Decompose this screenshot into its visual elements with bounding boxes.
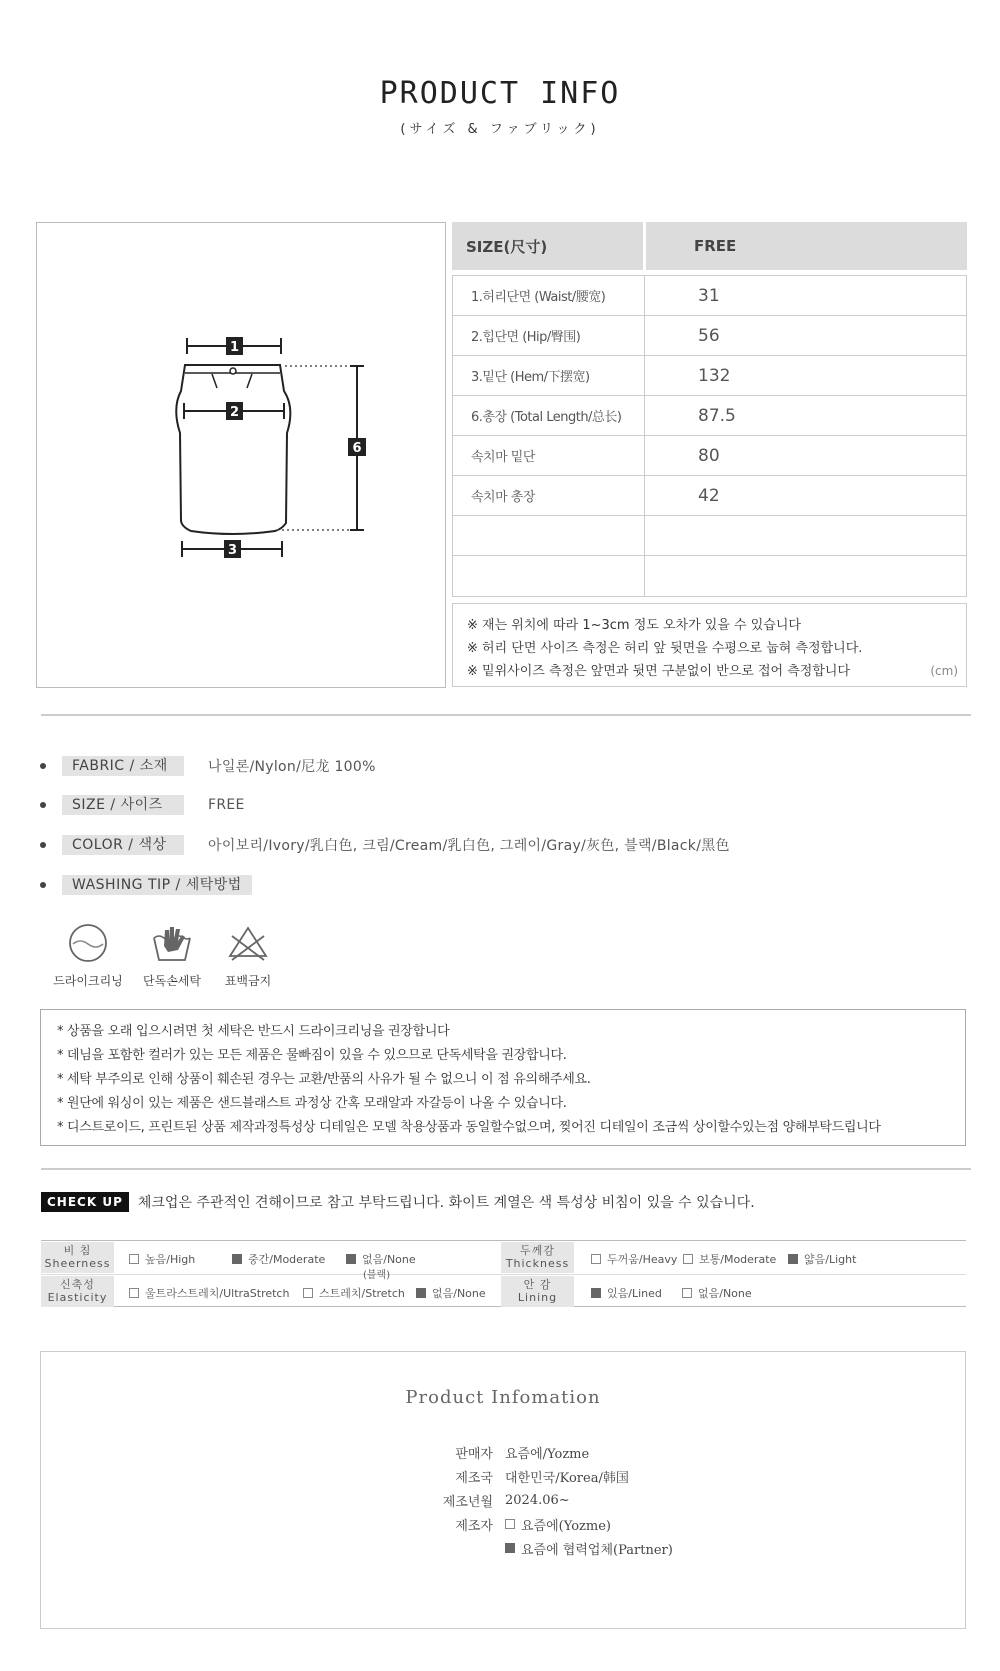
- care-note: * 데님을 포함한 컬러가 있는 모든 제품은 물빠짐이 있을 수 있으므로 단독세탁을 권장합니다.: [57, 1048, 567, 1063]
- table-row: [453, 436, 966, 476]
- wash-item-dry-clean: [48, 922, 128, 989]
- header-kr: 신축성: [60, 1278, 95, 1291]
- no-bleach-icon: [226, 922, 270, 964]
- checkbox-checked[interactable]: [591, 1288, 601, 1298]
- spec-washing: [40, 874, 252, 896]
- sheerness-option-high[interactable]: [129, 1251, 195, 1267]
- row-value: [645, 516, 966, 555]
- checkbox[interactable]: [303, 1288, 313, 1298]
- checkbox-checked[interactable]: [232, 1254, 242, 1264]
- lining-header: [501, 1276, 574, 1307]
- option-label: 중간/Moderate: [248, 1253, 326, 1266]
- size-table: [452, 222, 967, 687]
- measure-label-2: 2: [229, 405, 240, 420]
- thickness-option-light[interactable]: [788, 1251, 856, 1267]
- row-label: [453, 556, 645, 596]
- checkbox[interactable]: [683, 1254, 693, 1264]
- thickness-header: [501, 1242, 574, 1273]
- table-row: [453, 396, 966, 436]
- option-label: 두꺼움/Heavy: [607, 1253, 678, 1266]
- skirt-diagram-illustration: [37, 223, 447, 689]
- spec-label: SIZE / 사이즈: [62, 795, 184, 815]
- option-label: 스트레치/Stretch: [319, 1287, 405, 1300]
- elasticity-option-ultrastretch[interactable]: [129, 1285, 289, 1301]
- checkbox[interactable]: [682, 1288, 692, 1298]
- unit-label: (cm): [930, 664, 958, 678]
- option-label: 없음/None: [362, 1253, 416, 1266]
- table-row: [453, 276, 966, 316]
- option-label: 없음/None: [698, 1287, 752, 1300]
- row-label: 속치마 밑단: [453, 436, 645, 475]
- option-label: 얇음/Light: [804, 1253, 857, 1266]
- checkup-text: 체크업은 주관적인 견해이므로 참고 부탁드립니다. 화이트 계열은 색 특성상 비침이 있을 수 있습니다.: [137, 1195, 755, 1211]
- row-label: 3.밑단 (Hem/下摆宽): [453, 356, 645, 395]
- table-row: [453, 556, 966, 596]
- lining-option-lined[interactable]: [591, 1285, 662, 1301]
- checkbox-checked[interactable]: [346, 1254, 356, 1264]
- option-label: 있음/Lined: [607, 1287, 662, 1300]
- option-label: 높음/High: [145, 1253, 196, 1266]
- note-line: ※ 재는 위치에 따라 1~3cm 정도 오차가 있을 수 있습니다: [467, 618, 801, 633]
- spec-fabric: [40, 755, 376, 777]
- checkbox[interactable]: [129, 1288, 139, 1298]
- spec-value: 아이보리/Ivory/乳白色, 크림/Cream/乳白色, 그레이/Gray/灰色, 블랙/Black/黑色: [208, 838, 730, 854]
- note-line: ※ 밑위사이즈 측정은 앞면과 뒷면 구분없이 반으로 접어 측정합니다: [467, 664, 851, 679]
- sheerness-option-moderate[interactable]: [232, 1251, 325, 1267]
- thickness-option-heavy[interactable]: [591, 1251, 677, 1267]
- row-value: 132: [698, 365, 731, 386]
- maker-option-yozme[interactable]: [505, 1515, 611, 1534]
- country-label: 제조국: [455, 1470, 493, 1486]
- option-label: 없음/None: [432, 1287, 486, 1300]
- seller-label: 판매자: [455, 1446, 493, 1462]
- header-en: Lining: [517, 1291, 558, 1304]
- maker-label: 제조자: [455, 1518, 493, 1534]
- bullet: [40, 802, 46, 808]
- product-information-box: [40, 1351, 966, 1629]
- bullet: [40, 842, 46, 848]
- row-label: 속치마 총장: [453, 476, 645, 515]
- table-row: [453, 476, 966, 516]
- checkbox-checked[interactable]: [505, 1543, 515, 1553]
- measure-label-1: 1: [229, 340, 240, 355]
- row-label: [453, 516, 645, 555]
- checkup-table: [41, 1240, 966, 1307]
- wash-caption: 드라이크리닝: [53, 974, 123, 988]
- thickness-option-moderate[interactable]: [683, 1251, 776, 1267]
- option-label: 요즘에 협력업체(Partner): [521, 1542, 673, 1558]
- date-label: 제조년월: [442, 1494, 493, 1510]
- header-kr: 비 침: [63, 1244, 92, 1257]
- table-row: [453, 356, 966, 396]
- checkbox-checked[interactable]: [416, 1288, 426, 1298]
- size-table-body: [452, 275, 967, 597]
- size-diagram: [36, 222, 446, 688]
- wash-item-hand-wash: [132, 922, 212, 989]
- spec-value: FREE: [208, 797, 245, 813]
- row-label: 2.힙단면 (Hip/臀围): [453, 316, 645, 355]
- header-kr: 두께감: [520, 1244, 555, 1257]
- divider: [41, 1168, 971, 1170]
- wash-caption: 표백금지: [224, 974, 272, 988]
- seller-value: 요즘에/Yozme: [505, 1446, 590, 1462]
- row-value: 80: [698, 445, 720, 466]
- checkbox[interactable]: [129, 1254, 139, 1264]
- row-value: 56: [698, 325, 720, 346]
- lining-option-none[interactable]: [682, 1285, 752, 1301]
- option-label: 울트라스트레치/UltraStretch: [145, 1287, 290, 1300]
- header-en: Sheerness: [44, 1257, 111, 1270]
- row-value: 31: [698, 285, 720, 306]
- table-row: [453, 316, 966, 356]
- divider: [41, 714, 971, 716]
- checkbox[interactable]: [505, 1519, 515, 1529]
- header-en: Elasticity: [47, 1291, 108, 1304]
- elasticity-header: [41, 1276, 114, 1307]
- header-en: Thickness: [505, 1257, 570, 1270]
- care-note: * 디스트로이드, 프린트된 상품 제작과정특성상 디테일은 모델 착용상품과 동일할수없으며, 찢어진 디테일이 조금씩 상이할수있는점 양해부탁드립니다: [57, 1120, 881, 1135]
- measurement-notes: [452, 603, 967, 687]
- table-row: [453, 516, 966, 556]
- checkbox-checked[interactable]: [788, 1254, 798, 1264]
- sheerness-note: (블랙): [363, 1270, 391, 1281]
- bullet: [40, 763, 46, 769]
- size-header-value: FREE: [646, 222, 967, 270]
- spec-value: 나일론/Nylon/尼龙 100%: [208, 759, 376, 775]
- option-label: 보통/Moderate: [699, 1253, 777, 1266]
- sheerness-option-none[interactable]: [346, 1251, 416, 1267]
- size-header-label: SIZE(尺寸): [452, 222, 643, 270]
- wash-caption: 단독손세탁: [143, 974, 201, 988]
- page-title: PRODUCT INFO: [379, 76, 621, 111]
- wash-item-no-bleach: [208, 922, 288, 989]
- hand-wash-icon: [150, 922, 194, 964]
- care-notes-box: [40, 1009, 966, 1146]
- page-subtitle: (サイズ & ファブリック): [400, 122, 600, 137]
- sheerness-header: [41, 1242, 114, 1273]
- note-line: ※ 허리 단면 사이즈 측정은 허리 앞 뒷면을 수평으로 눕혀 측정합니다.: [467, 641, 863, 656]
- row-value: [645, 556, 966, 596]
- product-info-heading: Product Infomation: [405, 1387, 601, 1408]
- size-table-header: [452, 222, 967, 270]
- measure-label-3: 3: [227, 543, 238, 558]
- row-value: 42: [698, 485, 720, 506]
- header-kr: 안 감: [523, 1278, 552, 1291]
- row-label: 1.허리단면 (Waist/腰宽): [453, 276, 645, 315]
- elasticity-option-stretch[interactable]: [303, 1285, 405, 1301]
- option-label: 요즘에(Yozme): [521, 1518, 611, 1534]
- row-value: 87.5: [698, 405, 736, 426]
- care-note: * 상품을 오래 입으시려면 첫 세탁은 반드시 드라이크리닝을 권장합니다: [57, 1024, 450, 1039]
- care-note: * 세탁 부주의로 인해 상품이 훼손된 경우는 교환/반품의 사유가 될 수 없으니 이 점 유의해주세요.: [57, 1072, 591, 1087]
- checkbox[interactable]: [591, 1254, 601, 1264]
- elasticity-option-none[interactable]: [416, 1285, 486, 1301]
- row-label: 6.총장 (Total Length/总长): [453, 396, 645, 435]
- checkup-header: [41, 1192, 755, 1212]
- dry-clean-icon: [67, 922, 109, 964]
- date-value: 2024.06~: [505, 1492, 570, 1508]
- bullet: [40, 882, 46, 888]
- divider: [41, 1274, 966, 1275]
- spec-label: COLOR / 색상: [62, 835, 184, 855]
- checkup-badge: CHECK UP: [41, 1192, 129, 1212]
- country-value: 대한민국/Korea/韩国: [505, 1470, 629, 1486]
- measure-label-6: 6: [352, 441, 362, 456]
- spec-label: WASHING TIP / 세탁방법: [62, 875, 252, 895]
- maker-option-partner[interactable]: [505, 1539, 673, 1558]
- care-note: * 원단에 워싱이 있는 제품은 샌드블래스트 과정상 간혹 모래알과 자갈등이 나올 수 있습니다.: [57, 1096, 567, 1111]
- spec-size: [40, 794, 245, 816]
- spec-color: [40, 834, 730, 856]
- spec-label: FABRIC / 소재: [62, 756, 184, 776]
